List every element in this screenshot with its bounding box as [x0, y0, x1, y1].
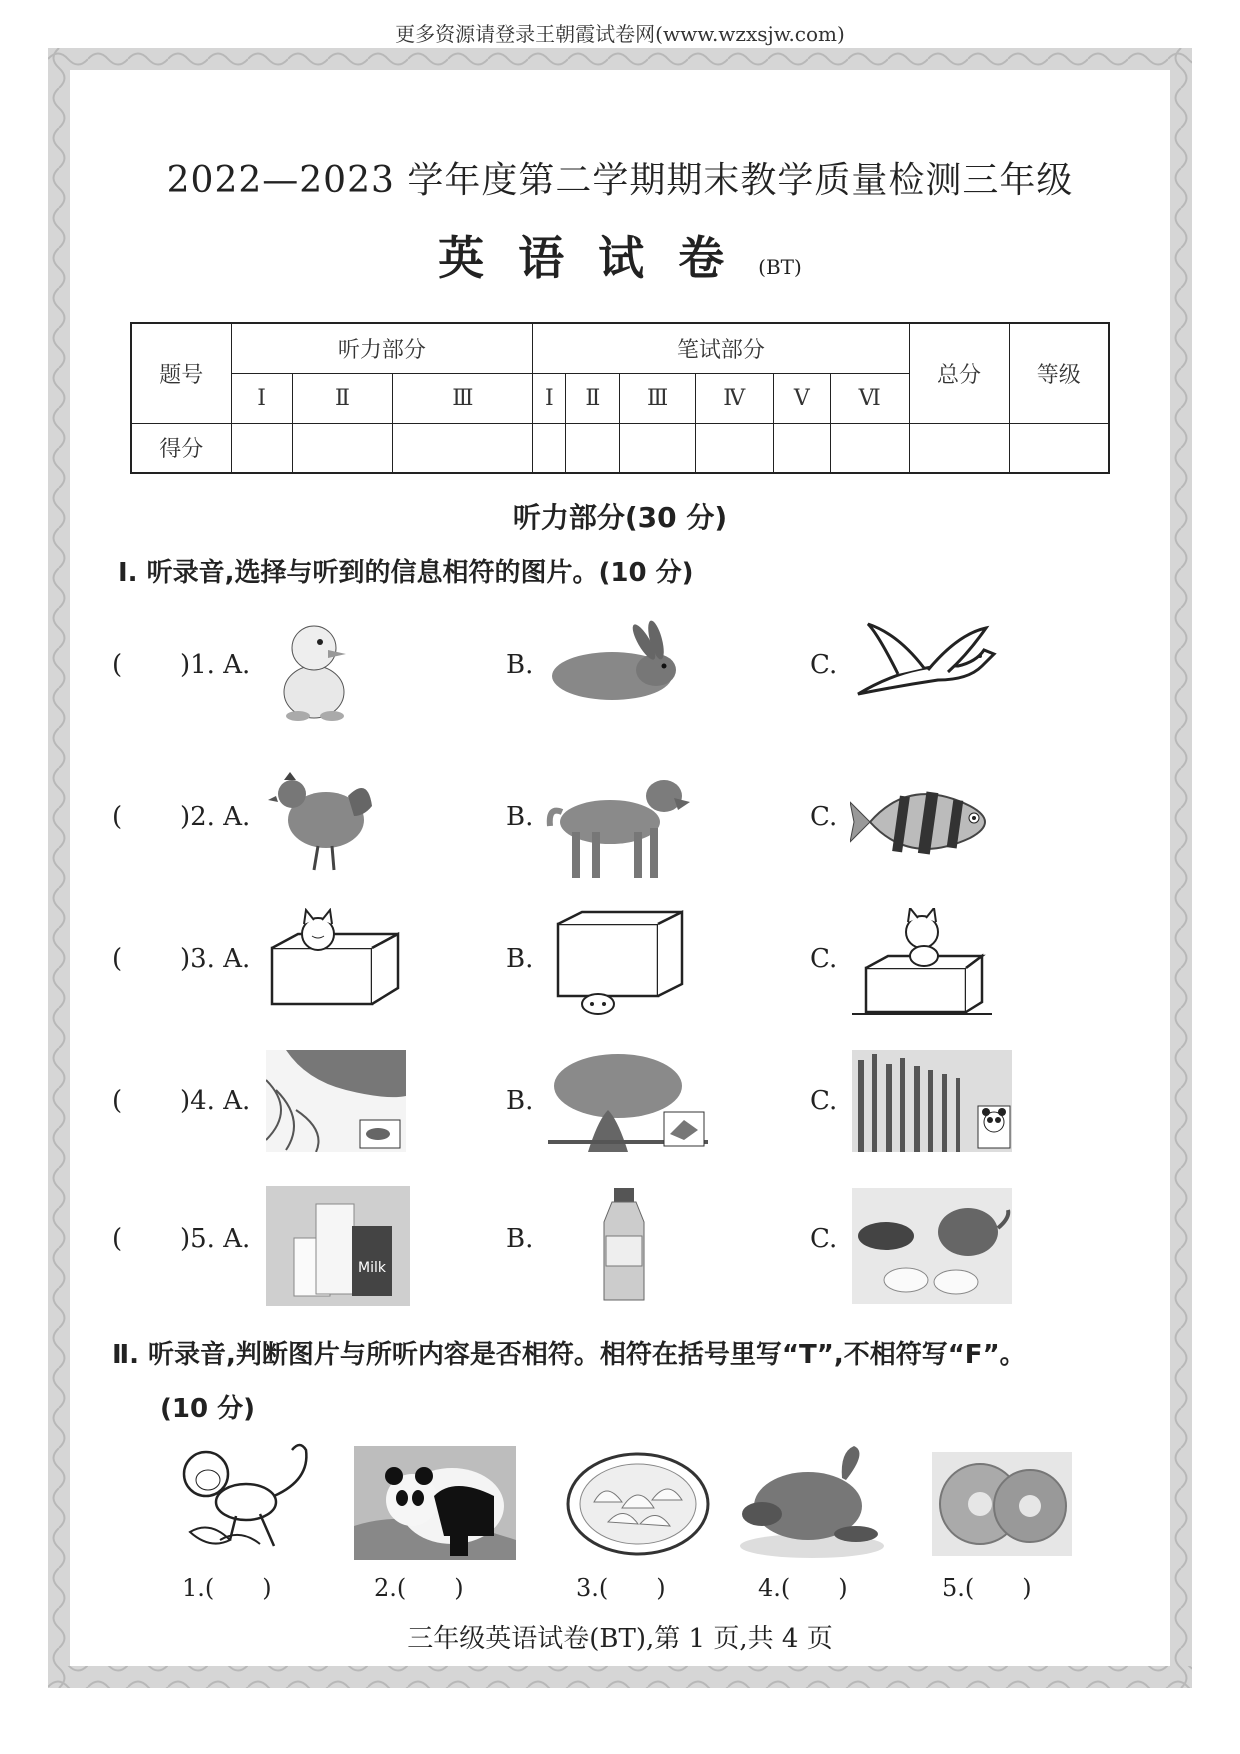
panda-icon[interactable]	[354, 1446, 516, 1560]
tea-set-icon[interactable]	[852, 1188, 1012, 1304]
score-table	[130, 322, 1110, 474]
cat-under-box-icon[interactable]	[548, 908, 688, 1018]
tf-answer-3[interactable]: 3.( )	[576, 1574, 666, 1602]
tf-answer-4[interactable]: 4.( )	[758, 1574, 848, 1602]
score-cell[interactable]	[773, 423, 830, 473]
option-b-label: B.	[506, 944, 534, 974]
exam-title-line1: 2022—2023 学年度第二学期期末教学质量检测三年级	[166, 160, 1074, 201]
exam-title	[0, 222, 1240, 288]
doughnuts-icon[interactable]	[932, 1452, 1072, 1556]
panda-forest-icon[interactable]	[852, 1050, 1012, 1152]
q1-item-5	[112, 1188, 1112, 1298]
question-2-title-score: (10 分)	[160, 1394, 255, 1424]
item-number: )2. A.	[180, 802, 251, 832]
grade-header: 等级	[1009, 323, 1109, 423]
option-b-label: B.	[506, 1086, 534, 1116]
answer-bracket[interactable]: (	[112, 1224, 123, 1254]
question-1-title: Ⅰ. 听录音,选择与听到的信息相符的图片。(10 分)	[118, 558, 694, 588]
fish-icon[interactable]	[850, 766, 1000, 876]
item-number: )4. A.	[180, 1086, 251, 1116]
col-writing-6: Ⅵ	[830, 373, 909, 423]
score-cell[interactable]	[695, 423, 773, 473]
writing-header: 笔试部分	[533, 323, 909, 373]
exam-title-main: 英语试卷	[438, 231, 759, 285]
q1-item-4	[112, 1050, 1112, 1160]
score-cell[interactable]	[1009, 423, 1109, 473]
row-label-score: 得分	[131, 423, 231, 473]
tf-answer-5[interactable]: 5.( )	[942, 1574, 1032, 1602]
bird-icon[interactable]	[848, 614, 998, 704]
item-number: )5. A.	[180, 1224, 251, 1254]
cat-on-box-icon[interactable]	[852, 908, 992, 1018]
q1-item-1	[112, 614, 1112, 724]
total-header: 总分	[909, 323, 1009, 423]
cat-in-box-icon[interactable]	[268, 908, 408, 1008]
score-cell[interactable]	[533, 423, 566, 473]
option-b-label: B.	[506, 650, 534, 680]
tf-answer-2[interactable]: 2.( )	[374, 1574, 464, 1602]
answer-bracket[interactable]: (	[112, 650, 123, 680]
col-listening-3: Ⅲ	[393, 373, 533, 423]
hen-icon[interactable]	[268, 766, 378, 876]
col-listening-1: Ⅰ	[231, 373, 292, 423]
score-cell[interactable]	[292, 423, 393, 473]
col-writing-2: Ⅱ	[566, 373, 620, 423]
option-c-label: C.	[810, 802, 838, 832]
answer-bracket[interactable]: (	[112, 1086, 123, 1116]
fish-river-icon[interactable]	[266, 1050, 406, 1152]
answer-bracket[interactable]: (	[112, 944, 123, 974]
col-listening-2: Ⅱ	[292, 373, 393, 423]
listening-header: 听力部分	[231, 323, 533, 373]
score-cell[interactable]	[393, 423, 533, 473]
milk-icon[interactable]	[266, 1186, 410, 1306]
dog-icon[interactable]	[544, 766, 694, 882]
duck-toy-icon[interactable]	[262, 614, 372, 724]
item-number: )1. A.	[180, 650, 251, 680]
juice-bottle-icon[interactable]	[596, 1188, 652, 1306]
dumplings-icon[interactable]	[566, 1452, 710, 1556]
monkey-icon[interactable]	[170, 1440, 316, 1556]
q1-item-3	[112, 908, 1112, 1018]
option-b-label: B.	[506, 802, 534, 832]
listening-section-title: 听力部分(30 分)	[512, 501, 728, 534]
col-writing-1: Ⅰ	[533, 373, 566, 423]
item-number: )3. A.	[180, 944, 251, 974]
question-2-title: Ⅱ. 听录音,判断图片与所听内容是否相符。相符在括号里写“T”,不相符写“F”。	[112, 1340, 1026, 1370]
tf-answer-1[interactable]: 1.( )	[182, 1574, 272, 1602]
score-cell[interactable]	[231, 423, 292, 473]
option-b-label: B.	[506, 1224, 534, 1254]
option-c-label: C.	[810, 1224, 838, 1254]
score-cell[interactable]	[830, 423, 909, 473]
col-writing-4: Ⅳ	[695, 373, 773, 423]
option-c-label: C.	[810, 944, 838, 974]
roast-chicken-icon[interactable]	[736, 1442, 886, 1560]
option-c-label: C.	[810, 1086, 838, 1116]
col-writing-3: Ⅲ	[620, 373, 695, 423]
col-writing-5: Ⅴ	[773, 373, 830, 423]
page-footer: 三年级英语试卷(BT),第 1 页,共 4 页	[407, 1624, 833, 1654]
exam-title-sub: (BT)	[758, 255, 802, 279]
svg-text:Milk: Milk	[358, 1260, 386, 1276]
option-c-label: C.	[810, 650, 838, 680]
q1-item-2	[112, 766, 1112, 876]
watermark: 更多资源请登录王朝霞试卷网(www.wzxsjw.com)	[395, 22, 845, 46]
row-label-number: 题号	[131, 323, 231, 423]
answer-bracket[interactable]: (	[112, 802, 123, 832]
score-cell[interactable]	[909, 423, 1009, 473]
rabbit-icon[interactable]	[542, 614, 692, 714]
bird-tree-icon[interactable]	[548, 1050, 708, 1152]
score-cell[interactable]	[620, 423, 695, 473]
score-cell[interactable]	[566, 423, 620, 473]
